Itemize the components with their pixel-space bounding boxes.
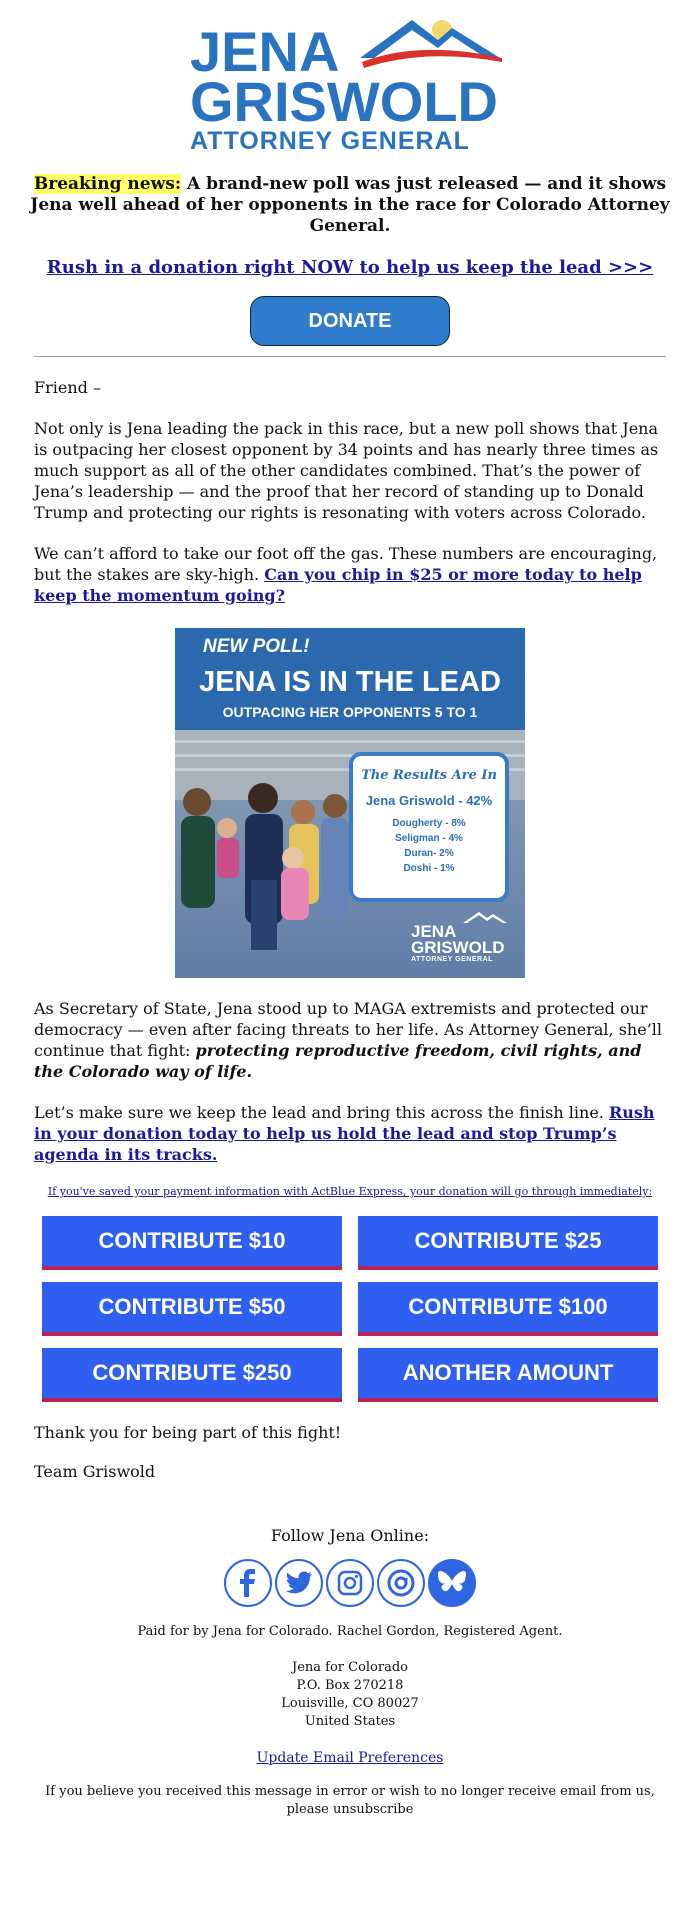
new-poll-label: NEW POLL! [203, 636, 310, 657]
address-line: Jena for Colorado [291, 1660, 409, 1675]
paid-for-text: Paid for by Jena for Colorado. Rachel Gordon, Registered Agent. [137, 1624, 563, 1639]
logo-line-office: ATTORNEY GENERAL [190, 127, 470, 155]
email-page [0, 14, 700, 1819]
email-body [34, 377, 666, 606]
brand-office: ATTORNEY GENERAL [411, 956, 493, 963]
instagram-icon[interactable] [326, 1559, 374, 1607]
result-row: Seligman - 4% [395, 833, 463, 844]
footer [0, 1623, 700, 1819]
graphic-brand [411, 924, 521, 963]
logo-line-griswold: GRISWOLD [190, 70, 498, 133]
poll-graphic[interactable] [175, 628, 525, 978]
social-links [0, 1559, 700, 1607]
threads-icon[interactable] [377, 1559, 425, 1607]
result-row: Dougherty - 8% [392, 818, 466, 829]
facebook-icon[interactable] [224, 1559, 272, 1607]
actblue-note-link[interactable]: If you've saved your payment information with ActBlue Express, your donation will go through immediately: [47, 1185, 653, 1198]
address-line: Louisville, CO 80027 [281, 1696, 419, 1711]
breaking-news-text: A brand-new poll was just released — and it shows Jena well ahead of her opponents in the race for Colorado Attorney General. [30, 174, 670, 236]
poll-subhead: OUTPACING HER OPPONENTS 5 TO 1 [222, 704, 478, 720]
address-line: P.O. Box 270218 [296, 1678, 404, 1693]
paragraph-4 [34, 1102, 666, 1165]
contribute-grid [42, 1216, 658, 1402]
paragraph-2-text: We can’t afford to take our foot off the gas. These numbers are encouraging, but the stakes are sky-high. [34, 544, 658, 584]
bluesky-icon[interactable] [428, 1559, 476, 1607]
chip-in-link[interactable]: Can you chip in $25 or more today to help keep the momentum going? [34, 565, 642, 605]
poll-results-card [349, 752, 509, 902]
results-main: Jena Griswold - 42% [365, 793, 493, 808]
address-line: United States [304, 1714, 396, 1729]
actblue-note [34, 1185, 666, 1198]
breaking-news-headline [30, 174, 670, 237]
another-amount-button[interactable]: ANOTHER AMOUNT [358, 1348, 658, 1402]
greeting: Friend – [34, 378, 101, 397]
poll-banner [175, 628, 525, 730]
paragraph-1: Not only is Jena leading the pack in this race, but a new poll shows that Jena is outpacing her closest opponent by 34 points and has nearly three times as much support as all of the other candidates combined. That’s the power of Jena’s leadership — and the proof that her record of standing up to Donald Trump and protecting our rights is resonating with voters across Colorado. [34, 419, 659, 522]
result-row: Doshi - 1% [403, 863, 455, 874]
mountain-small-icon [461, 910, 509, 924]
results-others [353, 816, 505, 876]
campaign-logo [190, 14, 510, 155]
results-card-title: The Results Are In [361, 768, 497, 783]
follow-heading: Follow Jena Online: [270, 1526, 430, 1545]
paragraph-3 [34, 998, 666, 1082]
paragraph-2 [34, 543, 666, 606]
poll-headline: JENA IS IN THE LEAD [199, 666, 501, 698]
contribute-25-button[interactable]: CONTRIBUTE $25 [358, 1216, 658, 1270]
contribute-50-button[interactable]: CONTRIBUTE $50 [42, 1282, 342, 1336]
brand-jena: JENA [411, 922, 457, 941]
paragraph-3-emphasis: protecting reproductive freedom, civil rights, and the Colorado way of life. [34, 1041, 642, 1081]
signature: Team Griswold [34, 1462, 156, 1481]
thanks-text: Thank you for being part of this fight! [34, 1423, 342, 1442]
paragraph-4-text: Let’s make sure we keep the lead and bring this across the finish line. [34, 1103, 609, 1122]
breaking-news-label: Breaking news: [33, 174, 182, 194]
rush-donation-link[interactable]: Rush in a donation right NOW to help us keep the lead >>> [46, 257, 654, 278]
logo-line-jena: JENA [190, 20, 340, 83]
closing [34, 1422, 666, 1482]
contribute-100-button[interactable]: CONTRIBUTE $100 [358, 1282, 658, 1336]
unsubscribe-text[interactable]: If you believe you received this message in error or wish to no longer receive email from us, please unsubscribe [45, 1784, 655, 1817]
contribute-10-button[interactable]: CONTRIBUTE $10 [42, 1216, 342, 1270]
contribute-250-button[interactable]: CONTRIBUTE $250 [42, 1348, 342, 1402]
mailing-address [0, 1659, 700, 1731]
rush-in-link[interactable]: Rush in your donation today to help us hold the lead and stop Trump’s agenda in its tracks. [34, 1103, 655, 1164]
email-body-continued [34, 998, 666, 1165]
donate-button[interactable]: DONATE [250, 296, 450, 346]
brand-griswold: GRISWOLD [411, 938, 505, 957]
twitter-icon[interactable] [275, 1559, 323, 1607]
divider [34, 356, 666, 357]
result-row: Duran- 2% [404, 848, 454, 859]
update-preferences-link[interactable]: Update Email Preferences [256, 1750, 444, 1766]
paragraph-3-text: As Secretary of State, Jena stood up to MAGA extremists and protected our democracy — even after facing threats to her life. As Attorney General, she’ll continue that fight: [34, 999, 663, 1060]
